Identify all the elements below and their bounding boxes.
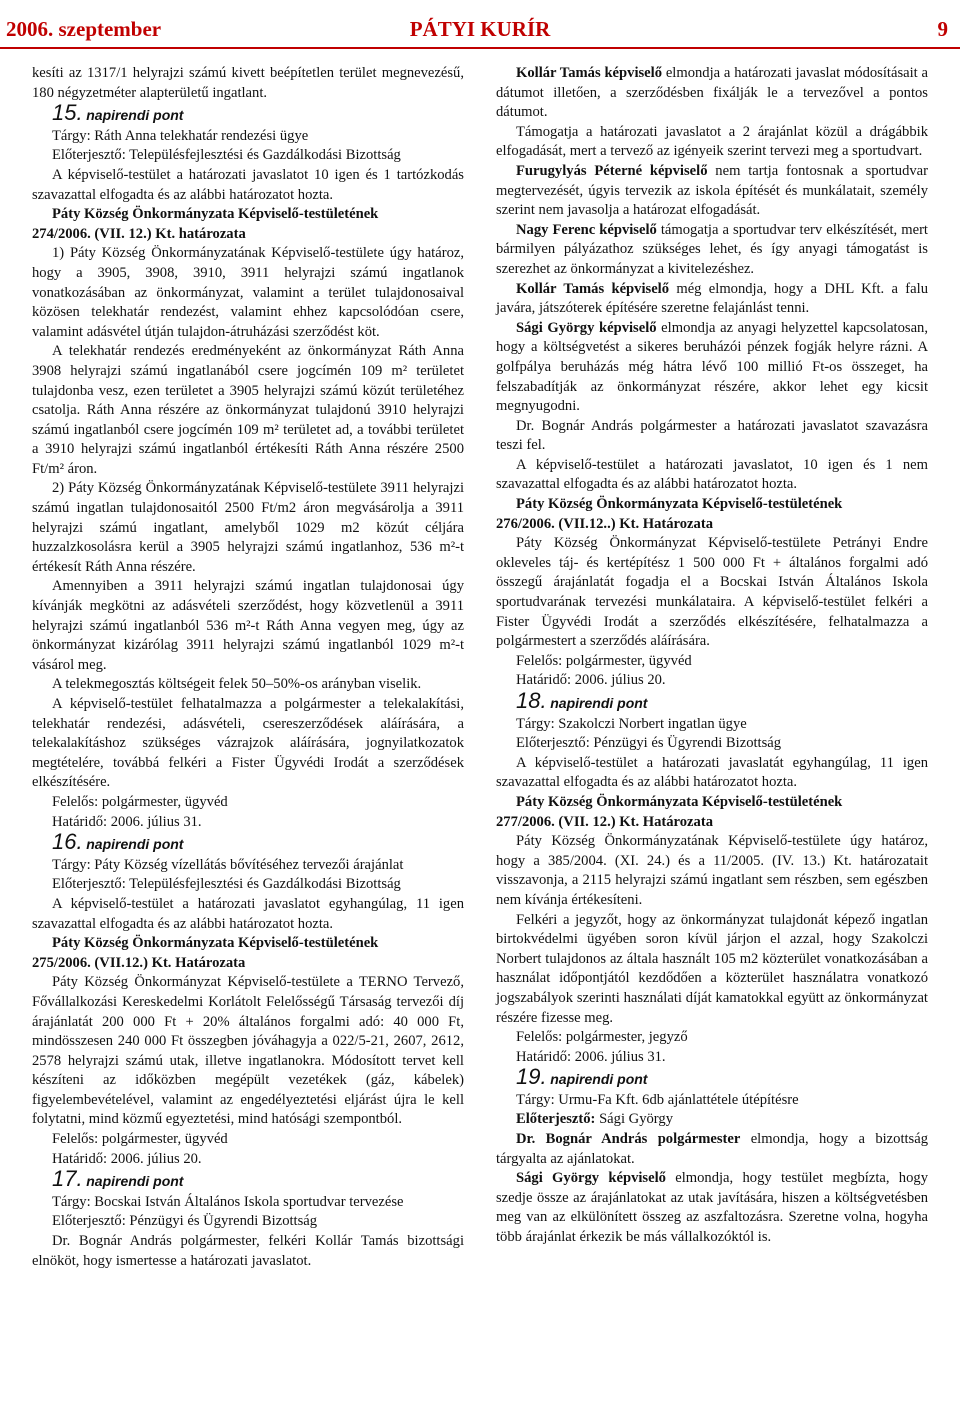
agenda-label: napirendi pont <box>86 1173 184 1190</box>
paragraph <box>496 1169 928 1247</box>
paragraph: Támogatja a határozati javaslatot a 2 árajánlat közül a drágábbik elfogadását, mert a tervező az igényeik szerint tervezi meg a sportudvart. <box>496 123 928 160</box>
paragraph: Felelős: polgármester, ügyvéd <box>516 652 692 669</box>
speaker-name: Dr. Bognár András polgármester <box>516 1131 741 1148</box>
agenda-number: 17. <box>52 1166 83 1192</box>
speaker-name: Sági György képviselő <box>516 319 657 336</box>
agenda-item-19 <box>496 1064 928 1091</box>
resolution-heading: Páty Község Önkormányzata Képviselő-testületének <box>516 496 843 513</box>
paragraph <box>496 319 928 417</box>
speaker-name: Furugylyás Péterné képviselő <box>516 162 708 179</box>
paragraph: Dr. Bognár András polgármester a határozati javaslatot szavazásra teszi fel. <box>496 417 928 454</box>
paragraph: Előterjesztő: Pénzügyi és Ügyrendi Bizottság <box>52 1213 318 1230</box>
paragraph: A képviselő-testület a határozati javaslatot egyhangúlag, 11 igen szavazattal elfogadta és az alábbi határozatot hozta. <box>32 895 464 932</box>
resolution-number: 277/2006. (VII. 12.) Kt. Határozata <box>496 813 713 830</box>
paragraph: Tárgy: Ráth Anna telekhatár rendezési ügye <box>52 127 309 144</box>
page-number: 9 <box>937 17 948 41</box>
speaker-text: elmondja a határozati javaslat módosításait a dátumot illetően, a szerződésben fixálják le a tervezővel a pontos dátumot. <box>496 65 928 121</box>
speaker-text: elmondja, hogy a bizottság tárgyalta az ajánlatokat. <box>496 1131 929 1167</box>
paragraph: Határidő: 2006. július 31. <box>52 813 202 830</box>
paragraph: Felelős: polgármester, ügyvéd <box>52 793 228 810</box>
paragraph <box>496 64 928 123</box>
paragraph: 1) Páty Község Önkormányzatának Képviselő-testülete úgy határoz, hogy a 3905, 3908, 3910, 3911 helyrajzi számú ingatlanok vonatkozásában az önkormányzat, valamint a terület tulajdonosaival közösen telekhatár rendezést, valamint ehhez kapcsolódóan csere, valamint adásvétel útján tulajdon-átruházási szerződést köt. <box>32 245 464 340</box>
speaker-text: nem tartja fontosnak a sportudvar megtervezését, úgyis tervezik az iskola építését és munkálatait, személy szerint nem javasolja a határozat elfogadását. <box>496 162 928 219</box>
agenda-item-16 <box>32 829 464 856</box>
paragraph: Tárgy: Páty Község vízellátás bővítéséhez tervezői árajánlat <box>52 856 404 873</box>
paragraph: Páty Község Önkormányzatának Képviselő-testülete úgy határoz, hogy a 385/2004. (XI. 24.) és a 11/2005. (IV. 13.) Kt. határozatait visszavonja, a 2115 helyrajzi számú ingatlant sem részben, sem egészben nem kívánja értékesíteni. <box>496 833 928 908</box>
agenda-number: 18. <box>516 688 547 713</box>
header-rule <box>0 47 960 49</box>
speaker-name: Nagy Ferenc képviselő <box>516 221 657 238</box>
left-column <box>32 64 464 1271</box>
paragraph <box>496 1130 928 1169</box>
resolution-number: 276/2006. (VII.12..) Kt. Határozata <box>496 515 713 532</box>
paragraph: A telekhatár rendezés eredményeként az önkormányzat Ráth Anna 3908 helyrajzi számú ingatlanából csere jogcímén 109 m² területet tulajdonba vesz, ezen területet a 3905 helyrajzi számú közút területéhez csatolja. Ráth Anna részére az önkormányzat tulajdonú 3910 helyrajzi számú ingatlanból csere jogcímén 109 m² területet ad, a további területet a 3910 helyrajzi számú ingatlanból értékesíti Ráth Anna részére 2500 Ft/m² áron. <box>32 343 464 477</box>
paragraph: Tárgy: Bocskai István Általános Iskola sportudvar tervezése <box>52 1193 404 1210</box>
speaker-text: elmondja az anyagi helyzettel kapcsolatosan, hogy a költségvetést a sikeres beruházói pénzek fogják helyre rázni. A golfpálya beruházás még hátra lévő 100 millió Ft-os összeget, ha felszabadítják az önkormányzat részére, akkor lehet egy kicsit megnyugodni. <box>496 319 929 415</box>
paragraph <box>496 280 928 319</box>
agenda-label: napirendi pont <box>86 107 184 124</box>
label-presenter: Előterjesztő: <box>516 1111 596 1128</box>
paragraph <box>496 221 928 280</box>
paragraph: Felelős: polgármester, ügyvéd <box>52 1131 228 1148</box>
agenda-item-18 <box>496 688 928 715</box>
speaker-text: elmondja, hogy testület megbízta, hogy szedje össze az árajánlatokat az utak javítására, hiszen a költségvetésben meg van az elkülönített összeg az aszfaltozásra. Szeretne volna, hogyha több árajánlat érkezik be más vállalkozóktól is. <box>496 1170 928 1246</box>
newspaper-title: PÁTYI KURÍR <box>409 17 551 41</box>
speaker-text: még elmondja, hogy a DHL Kft. a falu javára, játszóterek építésére szeretne felajánlást tenni. <box>496 280 928 317</box>
paragraph <box>496 1110 928 1130</box>
paragraph: Páty Község Önkormányzat Képviselő-testülete a TERNO Tervező, Fővállalkozási Kereskedelmi Korlátolt Felelősségű Társaság tervezői díj árajánlatát 200 000 Ft + 20% általános forgalmi adó: 40 000 Ft, mindösszesen 240 000 Ft összegben jóváhagyja a 022/5-21, 2607, 2612, 2578 helyrajzi számú utak, illetve ingatlanokra. Módosított tervet kell készíteni az időközben megépült vezetékek (gáz, kábelek) figyelembevételével, valamint az engedélyeztetési eljárást újra le kell folytatni, mind közmű egyeztetési, mind hatósági szempontból. <box>32 974 464 1128</box>
paragraph: Amennyiben a 3911 helyrajzi számú ingatlan tulajdonosai úgy kívánják megkötni az adásvételi szerződést, hogy közvetlenül a 3911 helyrajzi számú ingatlanból 536 m²-t Ráth Anna vegyen meg, úgy az önkormányzat kizárólag 3911 helyrajzi számú ingatlanból 1029 m²-t vásárol meg. <box>32 578 464 673</box>
speaker-name: Kollár Tamás képviselő <box>516 280 670 297</box>
paragraph: A képviselő-testület a határozati javaslatát egyhangúlag, 11 igen szavazattal elfogadta és az alábbi határozatot hozta. <box>496 754 928 791</box>
paragraph: A telekmegosztás költségeit felek 50–50%-os arányban viselik. <box>52 676 422 693</box>
paragraph: 2) Páty Község Önkormányzatának Képviselő-testülete 3911 helyrajzi számú ingatlan tulajdonosaitól 2500 Ft/m2 áron megvásárolja a 3911 helyrajzi számú ingatlant, amelyből 1029 m2 közút céljára huzzalzkosolásra kerül a 3905 helyrajzi számú ingatlanhoz, 536 m²-t értékesít Ráth Anna részére. <box>32 480 464 575</box>
agenda-number: 19. <box>516 1064 547 1090</box>
paragraph: Dr. Bognár András polgármester, felkéri Kollár Tamás bizottsági elnököt, hogy ismertesse a határozati javaslatot. <box>32 1233 464 1269</box>
paragraph: Határidő: 2006. július 31. <box>516 1048 666 1065</box>
agenda-item-17 <box>32 1166 464 1193</box>
resolution-number: 274/2006. (VII. 12.) Kt. határozata <box>32 225 246 242</box>
agenda-number: 15. <box>52 100 83 126</box>
agenda-label: napirendi pont <box>86 836 184 853</box>
paragraph: A képviselő-testület a határozati javaslatot 10 igen és 1 tartózkodás szavazattal elfogadta és az alábbi határozatot hozta. <box>32 166 464 203</box>
paragraph: Felelős: polgármester, jegyző <box>516 1029 688 1046</box>
resolution-heading: Páty Község Önkormányzata Képviselő-testületének <box>52 935 379 952</box>
paragraph: Előterjesztő: Pénzügyi és Ügyrendi Bizottság <box>516 735 782 752</box>
issue-date: 2006. szeptember <box>6 17 162 41</box>
agenda-label: napirendi pont <box>550 695 648 711</box>
paragraph: A képviselő-testület a határozati javaslatot, 10 igen és 1 nem szavazattal elfogadta és az alábbi határozatot hozta. <box>496 456 928 493</box>
presenter-name: Sági György <box>595 1111 673 1128</box>
resolution-heading: Páty Község Önkormányzata Képviselő-testületének <box>516 793 843 810</box>
agenda-label: napirendi pont <box>550 1071 648 1088</box>
resolution-number: 275/2006. (VII.12.) Kt. Határozata <box>32 954 246 971</box>
speaker-name: Sági György képviselő <box>516 1170 666 1187</box>
paragraph: Előterjesztő: Településfejlesztési és Gazdálkodási Bizottság <box>52 147 401 164</box>
paragraph <box>496 162 928 221</box>
speaker-name: Kollár Tamás képviselő <box>516 65 663 81</box>
paragraph: A képviselő-testület felhatalmazza a polgármester a telekalakítási, telekhatár rendezési, adásvételi, csereszerződések aláírására, a telekalakításhoz szükséges vázrajzok aláírására, jognyilatkozatok megtételére, továbbá felkéri a Fister Ügyvédi Irodát a szerződések elkészítésére. <box>32 696 464 791</box>
paragraph: Páty Község Önkormányzat Képviselő-testülete Petrányi Endre okleveles táj- és kertépítész 1 500 000 Ft + általános forgalmi adó összegű árajánlatát fogadja el a Bocskai István Általános Iskola sportudvarának tervezési munkálataira. A képviselő-testület felkéri a Fister Ügyvédi Irodát a szerződés elkészítésére, felhatalmazza a polgármestert a szerződés aláírására. <box>496 535 928 650</box>
paragraph: Felkéri a jegyzőt, hogy az önkormányzat tulajdonát képező ingatlan birtokvédelmi ügyében soron kívül járjon el azzal, hogy Szakolczi Norbert tulajdonos az általa használt 105 m2 közterület vonatkozásában a használat időpontjától kezdődően a közterület használatra vonatkozó jogszabályok szerinti használati díját kamatokkal együtt az önkormányzat részére fizesse meg. <box>496 911 928 1026</box>
resolution-heading: Páty Község Önkormányzata Képviselő-testületének <box>52 206 379 223</box>
paragraph: Határidő: 2006. július 20. <box>52 1150 202 1167</box>
paragraph: Tárgy: Szakolczi Norbert ingatlan ügye <box>516 715 747 732</box>
agenda-number: 16. <box>52 829 83 855</box>
right-column <box>496 64 928 1248</box>
paragraph: Határidő: 2006. július 20. <box>516 672 666 689</box>
speaker-text: támogatja a sportudvar terv elkészítését, mert bármilyen pályázathoz szükséges lehet, és így anyagi támogatást is szerezhet az önkormányzat a kivitelezéshez. <box>496 221 928 277</box>
paragraph: kesíti az 1317/1 helyrajzi számú kivett beépítetlen terület megnevezésű, 180 négyzetméter alapterületű ingatlant. <box>32 65 464 101</box>
paragraph: Tárgy: Urmu-Fa Kft. 6db ajánlattétele útépítésre <box>516 1091 799 1108</box>
agenda-item-15 <box>32 100 464 127</box>
page-header <box>0 0 960 48</box>
paragraph: Előterjesztő: Településfejlesztési és Gazdálkodási Bizottság <box>52 876 401 893</box>
